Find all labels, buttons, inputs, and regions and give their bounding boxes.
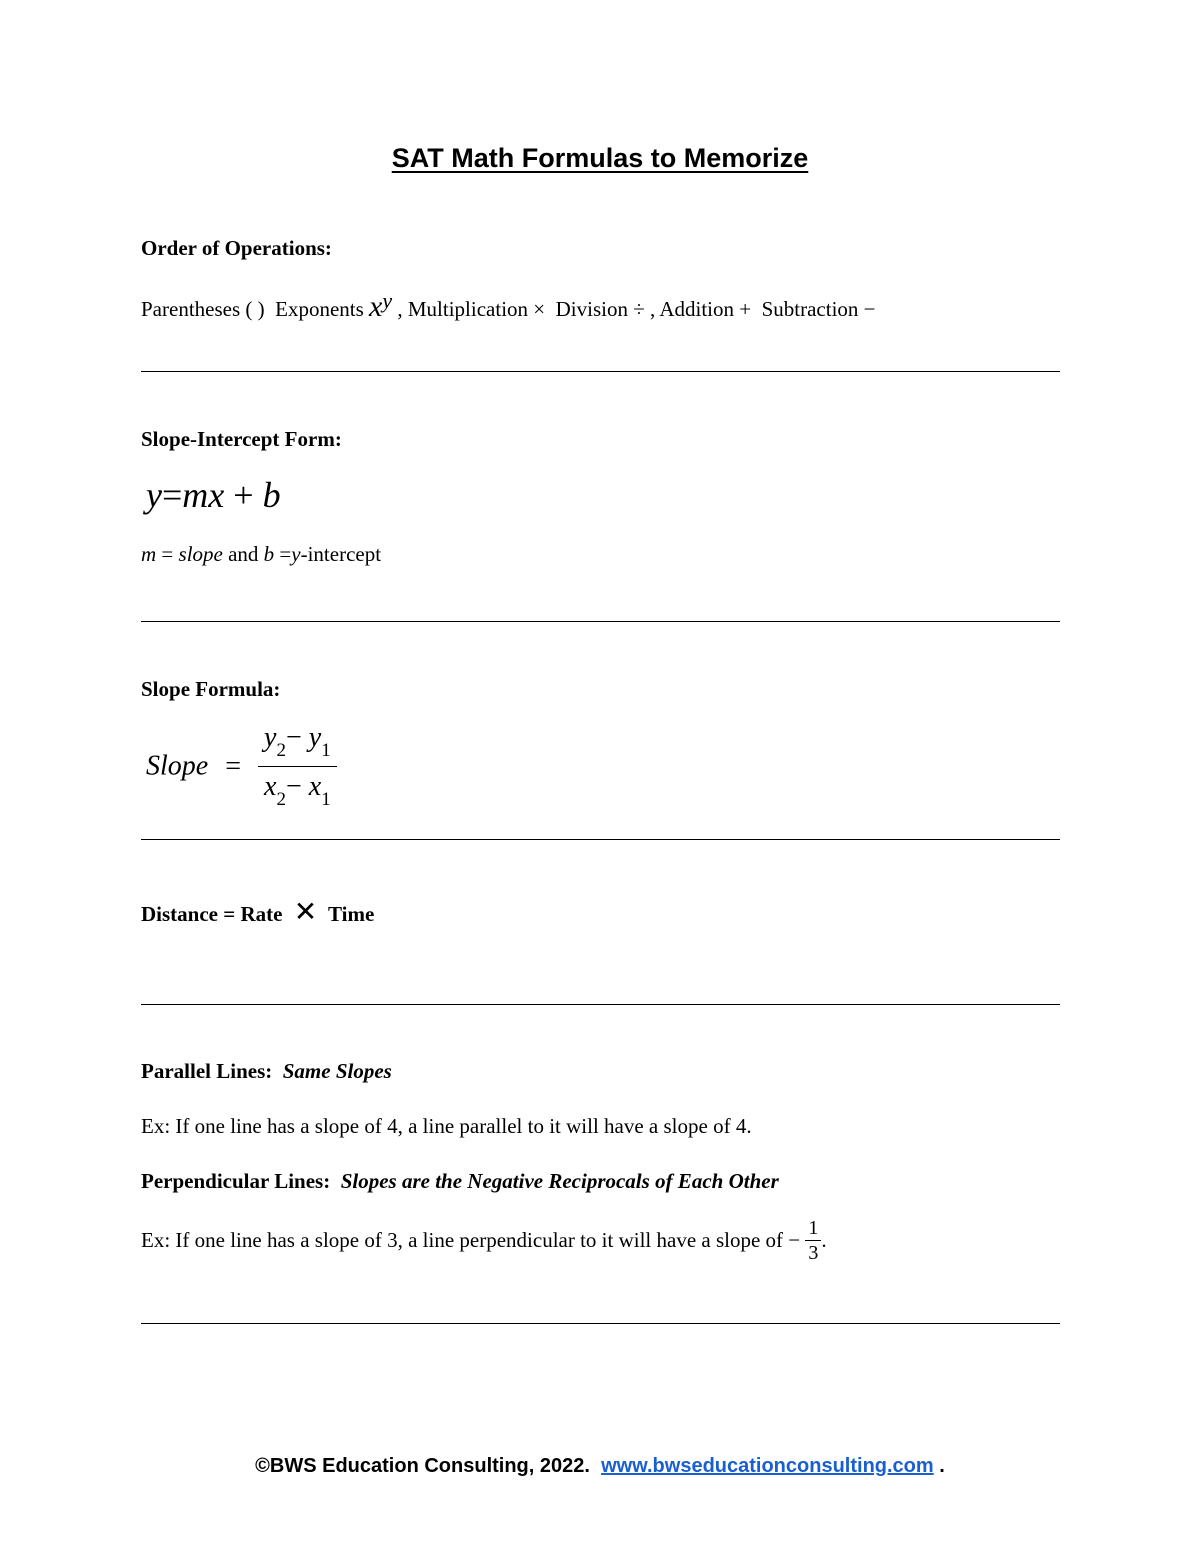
section-divider <box>141 1323 1060 1324</box>
exponents-text: Exponents <box>275 297 364 321</box>
perpendicular-example-text: Ex: If one line has a slope of 3, a line perpendicular to it will have a slope of − <box>141 1228 801 1252</box>
and-word: and <box>228 542 259 566</box>
distance-formula <box>141 895 374 929</box>
slope-fraction <box>258 722 337 811</box>
plus-sign: + <box>233 475 254 515</box>
slope-intercept-equation <box>146 474 281 516</box>
parallel-lines-heading <box>141 1059 392 1084</box>
perpendicular-lines-rule: Slopes are the Negative Reciprocals of Each Other <box>340 1169 779 1193</box>
slope-formula-equation <box>146 722 337 811</box>
perpendicular-lines-example <box>141 1216 827 1265</box>
copyright-text: ©BWS Education Consulting, 2022. <box>255 1455 590 1477</box>
section-divider <box>141 371 1060 372</box>
fraction-numerator: $y_2- y_1$ <box>258 722 337 767</box>
footer <box>0 1455 1200 1478</box>
section-divider <box>141 1004 1060 1005</box>
separator: , <box>650 297 656 321</box>
division-text: Division ÷ <box>555 297 645 321</box>
page-title: SAT Math Formulas to Memorize <box>391 143 809 173</box>
parallel-lines-label: Parallel Lines: <box>141 1059 273 1083</box>
parallel-lines-rule: Same Slopes <box>282 1059 392 1083</box>
slope-intercept-definition <box>141 542 381 567</box>
negative-reciprocal-fraction <box>805 1216 821 1265</box>
term-mx: mx <box>182 475 225 515</box>
equals-sign: = <box>279 542 292 566</box>
var-y: y <box>291 542 301 566</box>
period: . <box>939 1455 945 1477</box>
period: . <box>821 1228 827 1252</box>
subtraction-text: Subtraction − <box>761 297 876 321</box>
section-divider <box>141 621 1060 622</box>
slope-intercept-heading: Slope-Intercept Form: <box>141 427 342 451</box>
order-of-operations-line <box>141 288 876 324</box>
parallel-lines-example: Ex: If one line has a slope of 4, a line parallel to it will have a slope of 4. <box>141 1114 752 1138</box>
distance-rate-text: Distance = Rate <box>141 902 283 926</box>
var-b: b <box>263 542 275 566</box>
slope-label: Slope <box>146 750 209 782</box>
parentheses-text: Parentheses ( ) <box>141 297 265 321</box>
exponent-power: y <box>382 288 393 313</box>
time-text: Time <box>328 902 375 926</box>
slope-formula-heading: Slope Formula: <box>141 677 281 701</box>
fraction-denominator: 3 <box>808 1242 819 1264</box>
var-m: m <box>141 542 157 566</box>
var-y: y <box>146 475 162 515</box>
equals-sign: = <box>161 542 174 566</box>
section-divider <box>141 839 1060 840</box>
times-icon: ✕ <box>293 897 318 928</box>
fraction-numerator: 1 <box>805 1216 821 1241</box>
addition-text: Addition + <box>659 297 752 321</box>
slope-word: slope <box>178 542 223 566</box>
intercept-word: -intercept <box>300 542 382 566</box>
perpendicular-lines-heading <box>141 1169 779 1194</box>
var-b: b <box>262 475 281 515</box>
website-link[interactable]: www.bwseducationconsulting.com <box>601 1455 934 1477</box>
separator: , <box>397 297 403 321</box>
order-of-operations-heading: Order of Operations: <box>141 236 332 260</box>
fraction-denominator: $x_2- x_1$ <box>264 771 331 810</box>
perpendicular-lines-label: Perpendicular Lines: <box>141 1169 331 1193</box>
exponent-base: x <box>369 290 383 323</box>
equals-sign: = <box>161 475 183 515</box>
multiplication-text: Multiplication × <box>407 297 546 321</box>
equals-sign: = <box>225 750 242 782</box>
